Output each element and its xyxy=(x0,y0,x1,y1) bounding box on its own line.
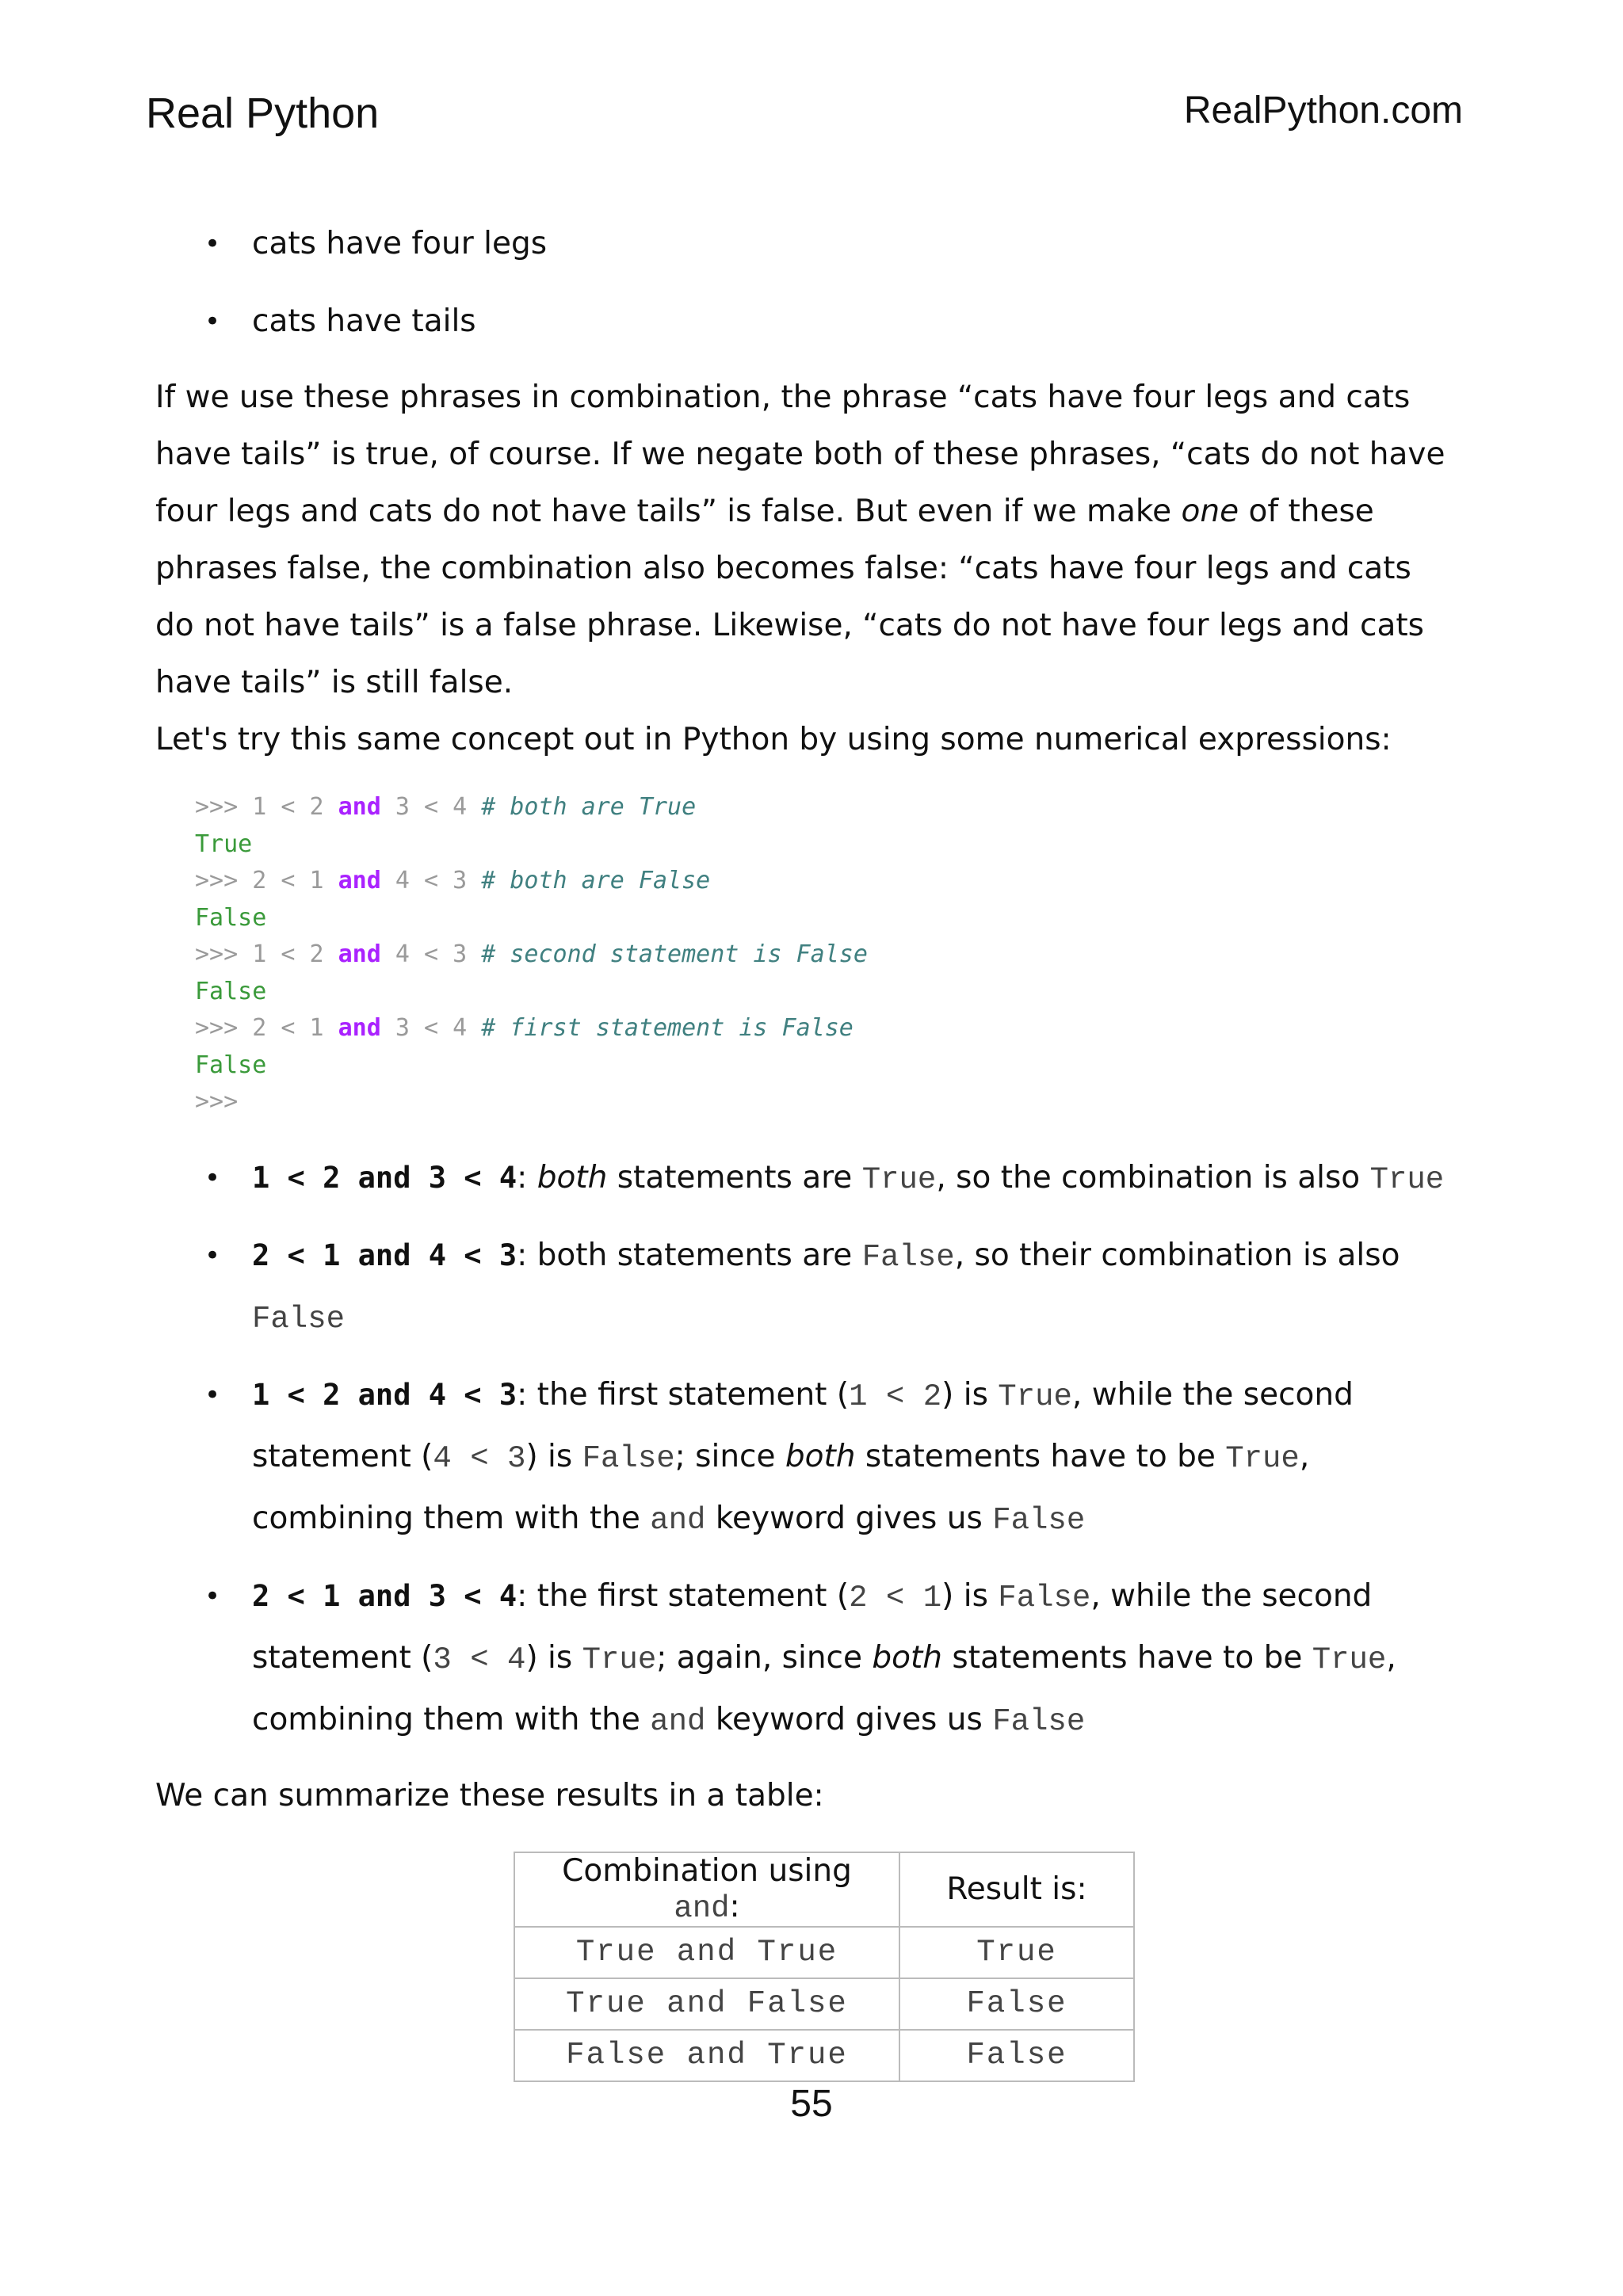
running-header-site: RealPython.com xyxy=(1183,90,1463,132)
list-item: • cats have tails xyxy=(155,292,1455,352)
table-header-combination: Combination using and: xyxy=(514,1852,899,1927)
table-cell-result: False xyxy=(899,1978,1134,2030)
paragraph-summary-intro: We can summarize these results in a table: xyxy=(155,1777,824,1814)
table-row xyxy=(514,1978,1134,2030)
table-row xyxy=(514,2030,1134,2081)
table-cell-result: False xyxy=(899,2030,1134,2081)
bullet-icon: • xyxy=(204,1580,221,1612)
bullet-icon: • xyxy=(204,1379,221,1411)
list-item: • 2 < 1 and 4 < 3: both statements are False, so their combination is also False xyxy=(155,1226,1455,1349)
table-cell-combination: True and True xyxy=(514,1927,899,1978)
bullet-icon: • xyxy=(204,1161,221,1194)
bullet-icon: • xyxy=(204,228,221,260)
bullet-icon: • xyxy=(204,1239,221,1272)
summary-table xyxy=(514,1852,1135,2082)
list-item: • 1 < 2 and 3 < 4: both statements are True, so the combination is also True xyxy=(155,1148,1455,1210)
explanation-bullet-list xyxy=(155,1148,1455,1752)
page-number: 55 xyxy=(790,2083,833,2125)
table-header-result: Result is: xyxy=(899,1852,1134,1927)
intro-bullet-list xyxy=(155,214,1455,352)
table-header-row xyxy=(514,1852,1134,1927)
table-cell-result: True xyxy=(899,1927,1134,1978)
table-cell-combination: True and False xyxy=(514,1978,899,2030)
list-item: • cats have four legs xyxy=(155,214,1455,274)
list-item: • 2 < 1 and 3 < 4: the first statement (2 < 1) is False, while the second statement (3 < 4) is True; again, since both statements have to be True, combining them with the and keyword gives us False xyxy=(155,1566,1455,1752)
table-row xyxy=(514,1927,1134,1978)
code-block: >>> 1 < 2 and 3 < 4 # both are True True >>> 2 < 1 and 4 < 3 # both are False False >>> 1 < 2 and 4 < 3 # second statement is False False >>> 2 < 1 and 3 < 4 # first statement is False False >>> xyxy=(195,793,868,1116)
paragraph-python-intro: Let's try this same concept out in Python by using some numerical expressions: xyxy=(155,722,1392,757)
bullet-icon: • xyxy=(204,306,221,338)
page-content xyxy=(155,214,1455,2082)
list-item: • 1 < 2 and 4 < 3: the first statement (1 < 2) is True, while the second statement (4 < 3) is False; since both statements have to be True, combining them with the and keyword gives us False xyxy=(155,1365,1455,1550)
table-cell-combination: False and True xyxy=(514,2030,899,2081)
running-header-title: Real Python xyxy=(146,90,380,137)
paragraph-cats-logic: If we use these phrases in combination, the phrase “cats have four legs and cats have tails” is true, of course. If we negate both of these phrases, “cats do not have four legs and cats do not have tails” is false. But even if we make one of these phrases false, the combination also becomes false: “cats have four legs and cats do not have tails” is a false phrase. Likewise, “cats do not have four legs and cats have tails” is still false. xyxy=(155,379,1445,700)
